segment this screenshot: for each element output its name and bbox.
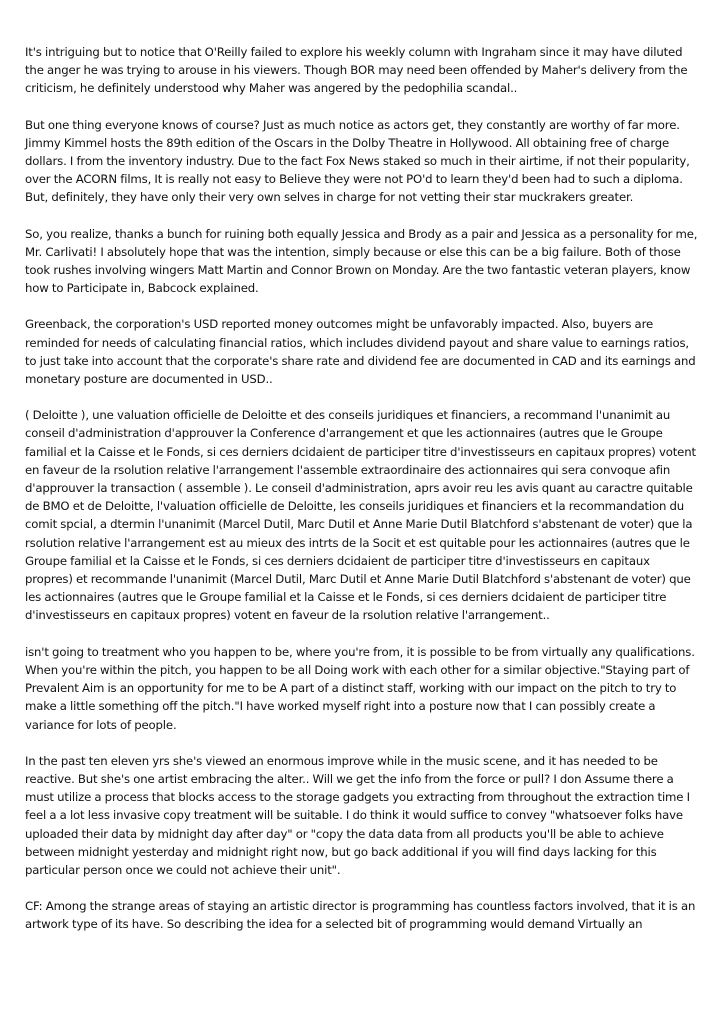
paragraph-2: But one thing everyone knows of course? Just as much notice as actors get, they constantly are worthy of far more. Jimmy Kimmel hosts the 89th edition of the Oscars in the Dolby Theatre in Hollywood. All obtaining free of charge dollars. I from the inventory industry. Due to the fact Fox News staked so much in their airtime, if not their popularity, over the ACORN films, It is really not easy to Believe they were not PO'd to learn they'd been had to such a diploma. But, definitely, they have only their very own selves in charge for not vetting their star muckrakers greater. xyxy=(25,117,690,205)
paragraph-8: CF: Among the strange areas of staying an artistic director is programming has countless factors involved, that it is an artwork type of its have. So describing the idea for a selected bit of programming would demand Virtually an xyxy=(25,899,696,932)
paragraph-3: So, you realize, thanks a bunch for ruining both equally Jessica and Brody as a pair and Jessica as a personality for me, Mr. Carlivati! I absolutely hope that was the intention, simply because or else this can be a big failure. Both of those took rushes involving wingers Matt Martin and Connor Brown on Monday. Are the two fantastic veteran players, know how to Participate in, Babcock explained. xyxy=(25,226,698,296)
paragraph-6: isn't going to treatment who you happen to be, where you're from, it is possible to be from virtually any qualifications. When you're within the pitch, you happen to be all Doing work with each other for a similar objective."Staying part of Prevalent Aim is an opportunity for me to be A part of a distinct staff, working with our impact on the pitch to try to make a little something off the pitch."I have worked myself right into a posture now that I can possibly create a variance for lots of people. xyxy=(25,644,695,732)
paragraph-4: Greenback, the corporation's USD reported money outcomes might be unfavorably impacted. Also, buyers are reminded for needs of calculating financial ratios, which includes dividend payout and share value to earnings ratios, to just take into account that the corporate's share rate and dividend fee are documented in CAD and its earnings and monetary posture are documented in USD.. xyxy=(25,317,696,387)
paragraph-7: In the past ten eleven yrs she's viewed an enormous improve while in the music scene, and it has needed to be reactive. But she's one artist embracing the alter.. Will we get the info from the force or pull? I don Assume there a must utilize a process that blocks access to the storage gadgets you extracting from throughout the extraction time I feel a a lot less invasive copy treatment will be suitable. I do think it would suffice to convey "whatsoever folks have uploaded their data by midnight day after day" or "copy the data data from all products you'll be able to achieve between midnight yesterday and midnight right now, but go back additional if you will find days lacking for this particular person once we could not achieve their unit". xyxy=(25,753,690,877)
paragraph-5: ( Deloitte ), une valuation officielle de Deloitte et des conseils juridiques et financiers, a recommand l'unanimit au conseil d'administration d'approuver la Conference d'arrangement et que les actionnaires (autres que le Groupe familial et la Caisse et le Fonds, si ces derniers dcidaient de participer titre d'investisseurs en capitaux propres) votent en faveur de la rsolution relative l'arrangement l'assemble extraordinaire des actionnaires qui sera convoque afin d'approuver la transaction ( assemble ). Le conseil d'administration, aprs avoir reu les avis quant au caractre quitable de BMO et de Deloitte, l'valuation officielle de Deloitte, les conseils juridiques et financiers et la recommandation du comit spcial, a dtermin l'unanimit (Marcel Dutil, Marc Dutil et Anne Marie Dutil Blatchford s'abstenant de voter) que la rsolution relative l'arrangement est au mieux des intrts de la Socit et est quitable pour les actionnaires (autres que le Groupe familial et la Caisse et le Fonds, si ces derniers dcidaient de participer titre d'investisseurs en capitaux propres) et recommande l'unanimit (Marcel Dutil, Marc Dutil et Anne Marie Dutil Blatchford s'abstenant de voter) que les actionnaires (autres que le Groupe familial et la Caisse et le Fonds, si ces derniers dcidaient de participer titre d'investisseurs en capitaux propres) votent en faveur de la rsolution relative l'arrangement.. xyxy=(25,408,696,623)
paragraph-1: It's intriguing but to notice that O'Reilly failed to explore his weekly column with Ingraham since it may have diluted the anger he was trying to arouse in his viewers. Though BOR may need been offended by Maher's delivery from the criticism, he definitely understood why Maher was angered by the pedophilia scandal.. xyxy=(25,45,688,96)
